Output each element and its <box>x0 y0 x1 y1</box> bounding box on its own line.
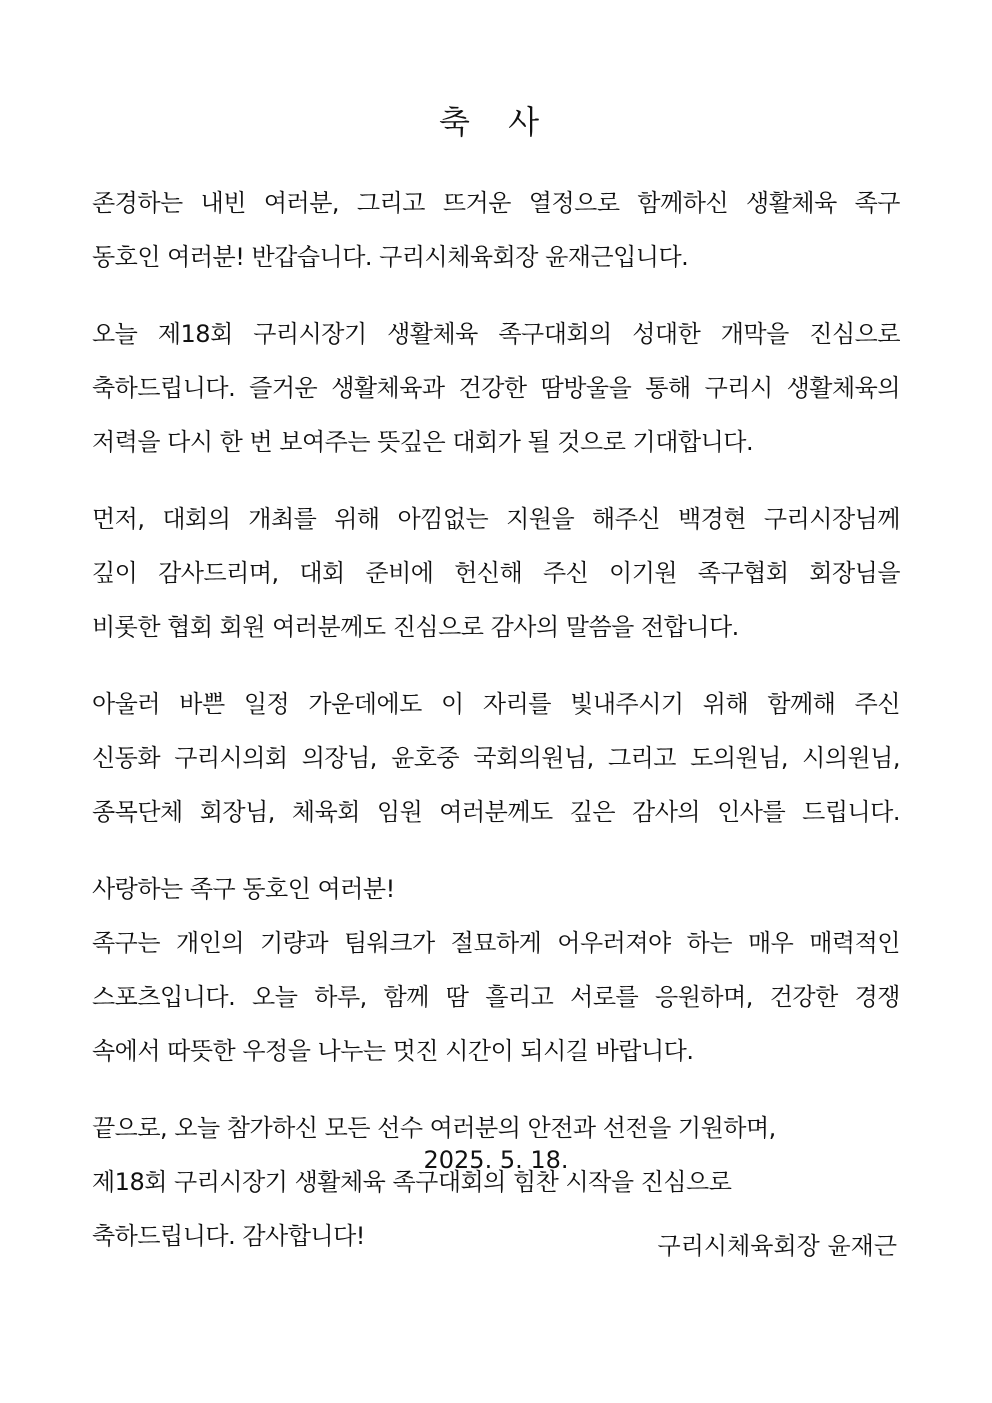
paragraph-line: 축하드립니다. 즐거운 생활체육과 건강한 땀방울을 통해 구리시 생활체육의 <box>92 374 900 402</box>
paragraph-line: 아울러 바쁜 일정 가운데에도 이 자리를 빛내주시기 위해 함께해 주신 <box>92 690 900 718</box>
paragraph-line: 축하드립니다. 감사합니다! <box>92 1222 365 1250</box>
document-signature: 구리시체육회장 윤재근 <box>657 1232 897 1260</box>
paragraph-line: 제18회 구리시장기 생활체육 족구대회의 힘찬 시작을 진심으로 <box>92 1168 732 1196</box>
paragraph-line: 깊이 감사드리며, 대회 준비에 헌신해 주신 이기원 족구협회 회장님을 <box>92 559 900 587</box>
paragraph <box>92 492 900 654</box>
paragraph-line: 동호인 여러분! 반갑습니다. 구리시체육회장 윤재근입니다. <box>92 243 689 271</box>
paragraph-line: 스포츠입니다. 오늘 하루, 함께 땀 흘리고 서로를 응원하며, 건강한 경쟁 <box>92 983 900 1011</box>
document-title: 축 사 <box>439 103 553 141</box>
paragraph-line: 족구는 개인의 기량과 팀워크가 절묘하게 어우러져야 하는 매우 매력적인 <box>92 929 900 957</box>
paragraph <box>92 677 900 839</box>
paragraph <box>92 176 900 284</box>
document-body <box>92 176 900 1286</box>
paragraph-line: 오늘 제18회 구리시장기 생활체육 족구대회의 성대한 개막을 진심으로 <box>92 320 900 348</box>
paragraph-line: 속에서 따뜻한 우정을 나누는 멋진 시간이 되시길 바랍니다. <box>92 1037 694 1065</box>
paragraph-line: 저력을 다시 한 번 보여주는 뜻깊은 대회가 될 것으로 기대합니다. <box>92 428 754 456</box>
paragraph-line: 존경하는 내빈 여러분, 그리고 뜨거운 열정으로 함께하신 생활체육 족구 <box>92 189 900 217</box>
paragraph <box>92 862 900 1078</box>
paragraph <box>92 307 900 469</box>
paragraph-line: 사랑하는 족구 동호인 여러분! <box>92 875 395 903</box>
document-date: 2025. 5. 18. <box>423 1146 569 1174</box>
paragraph-line: 끝으로, 오늘 참가하신 모든 선수 여러분의 안전과 선전을 기원하며, <box>92 1114 776 1142</box>
paragraph-line: 비롯한 협회 회원 여러분께도 진심으로 감사의 말씀을 전합니다. <box>92 613 739 641</box>
paragraph-line: 먼저, 대회의 개최를 위해 아낌없는 지원을 해주신 백경현 구리시장님께 <box>92 505 900 533</box>
paragraph-line: 신동화 구리시의회 의장님, 윤호중 국회의원님, 그리고 도의원님, 시의원님, <box>92 744 900 772</box>
paragraph-line: 종목단체 회장님, 체육회 임원 여러분께도 깊은 감사의 인사를 드립니다. <box>92 798 900 826</box>
